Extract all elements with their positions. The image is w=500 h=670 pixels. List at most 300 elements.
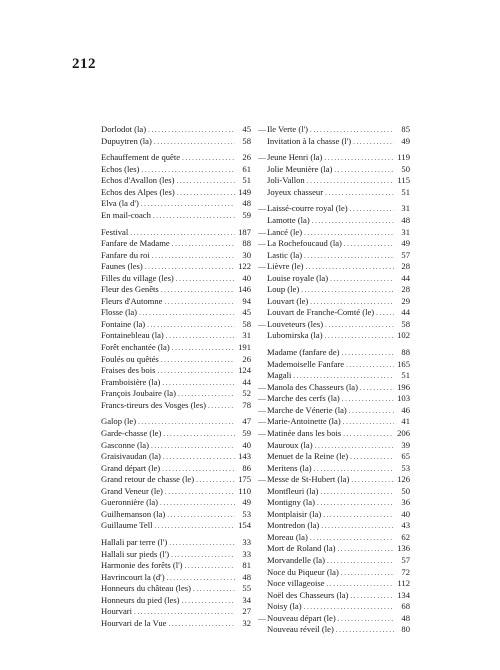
index-entry — [101, 451, 251, 463]
index-entry — [101, 377, 251, 389]
entry-page-number: 143 — [238, 451, 251, 462]
dot-leader — [154, 137, 235, 149]
index-entry — [101, 572, 251, 584]
dot-leader — [325, 320, 394, 332]
entry-page-number: 40 — [401, 508, 410, 519]
entry-page-number: 206 — [397, 427, 410, 438]
index-entry — [101, 388, 251, 400]
dot-leader — [350, 452, 394, 464]
entry-title: Meritens (la) — [267, 462, 312, 473]
entry-title: Laissé-courre royal (le) — [267, 203, 348, 214]
index-entry — [101, 595, 251, 607]
index-entry — [101, 261, 251, 273]
dot-leader — [349, 406, 394, 418]
entry-marker: — — [258, 204, 266, 214]
entry-marker: — — [258, 125, 266, 134]
entry-page-number: 29 — [401, 295, 410, 306]
entry-title: Fleurs d'Automne — [101, 295, 163, 306]
entry-title: Fanfare de Madame — [101, 238, 170, 249]
entry-marker: — — [258, 405, 266, 415]
index-entry — [101, 342, 251, 354]
dot-leader — [334, 165, 394, 177]
index-entry — [258, 520, 410, 532]
index-group — [101, 416, 251, 531]
entry-title: Forêt enchantée (la) — [101, 342, 170, 353]
entry-page-number: 146 — [238, 284, 251, 295]
index-entry — [258, 227, 410, 239]
entry-title: Harmonie des forêts (l') — [101, 560, 183, 571]
index-entry — [101, 164, 251, 176]
entry-page-number: 68 — [401, 601, 410, 612]
index-entry — [101, 440, 251, 452]
entry-page-number: 52 — [242, 388, 251, 399]
entry-title: Montredon (la) — [267, 520, 320, 531]
dot-leader — [168, 619, 235, 631]
entry-marker: — — [258, 613, 266, 623]
entry-title: Grand retour de chasse (le) — [101, 474, 195, 485]
entry-title: Lastic (la) — [267, 249, 303, 260]
index-entry — [258, 405, 410, 417]
entry-title: Nouveau réveil (le) — [267, 624, 334, 635]
entry-marker: — — [258, 239, 266, 249]
index-entry — [258, 203, 410, 215]
dot-leader — [169, 538, 235, 550]
entry-page-number: 40 — [242, 439, 251, 450]
entry-page-number: 41 — [401, 416, 410, 427]
index-entry — [258, 370, 410, 382]
dot-leader — [176, 274, 235, 286]
entry-page-number: 49 — [401, 238, 410, 249]
page-number: 212 — [72, 56, 96, 72]
entry-title: Framboisière (la) — [101, 376, 161, 387]
entry-title: Jeune Henri (la) — [267, 152, 323, 163]
entry-title: Ile Verte (l') — [267, 124, 308, 134]
index-entry — [101, 136, 251, 148]
index-entry — [258, 463, 410, 475]
index-entry — [258, 296, 410, 308]
entry-title: Manola des Chasseurs (la) — [267, 381, 358, 392]
entry-page-number: 88 — [242, 238, 251, 249]
index-group — [101, 124, 251, 147]
dot-leader — [304, 251, 394, 263]
dot-leader — [353, 137, 394, 149]
dot-leader — [196, 475, 235, 487]
entry-title: Echos d'Avallon (les) — [101, 175, 175, 186]
dot-leader — [324, 153, 394, 165]
index-entry — [101, 284, 251, 296]
entry-title: La Rochefoucaud (la) — [267, 238, 342, 249]
entry-page-number: 31 — [401, 203, 410, 214]
entry-marker: — — [258, 227, 266, 237]
entry-page-number: 49 — [242, 497, 251, 508]
index-entry — [101, 187, 251, 199]
entry-page-number: 39 — [401, 439, 410, 450]
dot-leader — [336, 625, 394, 637]
index-entry — [258, 359, 410, 371]
index-entry — [258, 509, 410, 521]
entry-title: Mauroux (la) — [267, 439, 313, 450]
dot-leader — [148, 125, 235, 137]
dot-leader — [165, 487, 235, 499]
entry-title: Mademoiselle Fanfare — [267, 358, 345, 369]
entry-page-number: 65 — [401, 451, 410, 462]
dot-leader — [167, 510, 235, 522]
entry-title: Invitation à la chasse (l') — [267, 135, 352, 146]
dot-leader — [342, 348, 394, 360]
index-entry — [101, 416, 251, 428]
entry-page-number: 45 — [242, 307, 251, 318]
entry-page-number: 51 — [401, 186, 410, 197]
entry-title: Louvart (le) — [267, 295, 309, 306]
entry-page-number: 44 — [242, 376, 251, 387]
index-entry — [258, 238, 410, 250]
index-entry — [101, 175, 251, 187]
dot-leader — [330, 274, 394, 286]
entry-page-number: 33 — [242, 548, 251, 559]
entry-page-number: 165 — [397, 358, 410, 369]
dot-leader — [325, 188, 394, 200]
entry-title: Noce du Piqueur (la) — [267, 566, 339, 577]
entry-page-number: 48 — [242, 198, 251, 209]
entry-title: Honneurs du château (les) — [101, 583, 191, 594]
entry-title: Lubomirska (la) — [267, 330, 323, 341]
entry-page-number: 57 — [401, 249, 410, 260]
entry-title: Morvandelle (la) — [267, 554, 325, 565]
index-entry — [101, 198, 251, 210]
index-entry — [258, 578, 410, 590]
entry-title: Matinée dans les bois — [267, 427, 342, 438]
entry-title: Louveteurs (les) — [267, 318, 324, 329]
index-entry — [101, 210, 251, 222]
index-entry — [101, 238, 251, 250]
entry-page-number: 55 — [242, 583, 251, 594]
entry-title: Lamotte (la) — [267, 215, 310, 226]
index-entry — [258, 497, 410, 509]
entry-title: Hallali sur pieds (l') — [101, 548, 170, 559]
entry-page-number: 53 — [242, 508, 251, 519]
dot-leader — [163, 452, 235, 464]
entry-title: Menuet de la Reine (le) — [267, 451, 349, 462]
entry-page-number: 94 — [242, 295, 251, 306]
entry-title: Madame (fanfare de) — [267, 347, 340, 358]
entry-title: Gueronnière (la) — [101, 497, 159, 508]
entry-page-number: 43 — [401, 520, 410, 531]
index-entry — [101, 330, 251, 342]
index-entry — [258, 382, 410, 394]
entry-title: Fontaine (la) — [101, 318, 146, 329]
dot-leader — [164, 297, 235, 309]
entry-title: Flosse (la) — [101, 307, 138, 318]
entry-title: Montigny (la) — [267, 497, 315, 508]
entry-title: Dupuytren (la) — [101, 135, 152, 146]
index-group — [101, 227, 251, 412]
dot-leader — [161, 285, 235, 297]
entry-page-number: 58 — [242, 318, 251, 329]
index-entry — [101, 549, 251, 561]
index-column-left — [101, 124, 251, 629]
dot-leader — [360, 383, 394, 395]
dot-leader — [350, 204, 394, 216]
entry-page-number: 36 — [401, 497, 410, 508]
entry-title: Montfleuri (la) — [267, 485, 319, 496]
entry-marker: — — [258, 417, 266, 427]
entry-title: Loup (le) — [267, 284, 300, 295]
entry-page-number: 27 — [242, 606, 251, 617]
entry-page-number: 134 — [397, 589, 410, 600]
dot-leader — [155, 521, 235, 533]
index-entry — [258, 601, 410, 613]
entry-title: Marche de Vénerie (la) — [267, 404, 347, 415]
entry-title: Marie-Antoinette (la) — [267, 416, 341, 427]
index-entry — [101, 486, 251, 498]
entry-title: Honneurs du pied (les) — [101, 594, 180, 605]
entry-marker: — — [258, 382, 266, 392]
dot-leader — [166, 331, 235, 343]
index-entry — [101, 152, 251, 164]
index-entry — [101, 606, 251, 618]
entry-title: Noisy (la) — [267, 601, 302, 612]
entry-title: Montplaisir (la) — [267, 508, 322, 519]
dot-leader — [176, 176, 235, 188]
index-entry — [258, 307, 410, 319]
entry-title: Garde-chasse (le) — [101, 427, 162, 438]
entry-page-number: 72 — [401, 566, 410, 577]
index-group — [258, 152, 410, 198]
entry-page-number: 48 — [401, 612, 410, 623]
entry-page-number: 85 — [401, 124, 410, 134]
index-entry — [101, 583, 251, 595]
index-entry — [101, 537, 251, 549]
entry-title: Francs-tireurs des Vosges (les) — [101, 399, 206, 410]
index-entry — [101, 474, 251, 486]
dot-leader — [163, 429, 235, 441]
entry-page-number: 31 — [401, 226, 410, 237]
entry-title: Noël des Chasseurs (la) — [267, 589, 349, 600]
entry-title: Fraises des bois — [101, 365, 156, 376]
entry-page-number: 49 — [401, 135, 410, 146]
dot-leader — [344, 239, 394, 251]
entry-page-number: 32 — [242, 617, 251, 628]
entry-page-number: 122 — [238, 261, 251, 272]
index-entry — [258, 175, 410, 187]
entry-page-number: 48 — [401, 215, 410, 226]
dot-leader — [320, 487, 394, 499]
index-entry — [258, 451, 410, 463]
entry-page-number: 34 — [242, 594, 251, 605]
dot-leader — [351, 475, 394, 487]
dot-leader — [312, 216, 394, 228]
index-entry — [258, 187, 410, 199]
dot-leader — [208, 401, 235, 413]
dot-leader — [157, 366, 235, 378]
index-entry — [258, 624, 410, 636]
index-entry — [258, 136, 410, 148]
index-entry — [258, 215, 410, 227]
entry-title: Echauffement de quête — [101, 152, 181, 163]
entry-title: Grand Veneur (le) — [101, 485, 163, 496]
entry-page-number: 175 — [238, 474, 251, 485]
entry-title: Galop (le) — [101, 416, 137, 427]
entry-title: Guillaume Tell — [101, 520, 153, 531]
entry-page-number: 51 — [242, 175, 251, 186]
index-entry — [101, 319, 251, 331]
index-entry — [258, 124, 410, 136]
entry-title: Gasconne (la) — [101, 439, 149, 450]
entry-marker: — — [258, 262, 266, 272]
entry-page-number: 196 — [397, 381, 410, 392]
entry-page-number: 124 — [238, 365, 251, 376]
index-group — [258, 347, 410, 636]
index-entry — [258, 319, 410, 331]
entry-title: Filles du village (les) — [101, 272, 174, 283]
index-entry — [258, 347, 410, 359]
index-entry — [258, 164, 410, 176]
index-group — [101, 152, 251, 221]
index-entry — [101, 618, 251, 630]
entry-title: Guilhemanson (la) — [101, 508, 166, 519]
index-entry — [258, 555, 410, 567]
index-entry — [101, 497, 251, 509]
dot-leader — [172, 343, 235, 355]
entry-page-number: 58 — [401, 318, 410, 329]
index-entry — [101, 365, 251, 377]
dot-leader — [172, 239, 235, 251]
entry-title: Hallali par terre (l') — [101, 536, 168, 547]
entry-title: Fleur des Genêts — [101, 284, 159, 295]
dot-leader — [338, 544, 395, 556]
dot-leader — [141, 199, 235, 211]
entry-title: François Joubaire (la) — [101, 388, 176, 399]
dot-leader — [153, 211, 235, 223]
dot-leader — [343, 417, 394, 429]
entry-title: En mail-coach — [101, 209, 151, 220]
entry-page-number: 26 — [242, 152, 251, 163]
index-entry — [101, 124, 251, 136]
index-entry — [101, 509, 251, 521]
index-group — [258, 124, 410, 147]
index-entry — [101, 400, 251, 412]
entry-page-number: 26 — [242, 353, 251, 364]
index-entry — [101, 428, 251, 440]
entry-title: Grand départ (le) — [101, 462, 161, 473]
index-entry — [258, 393, 410, 405]
entry-page-number: 86 — [242, 462, 251, 473]
dot-leader — [376, 308, 394, 320]
index-group — [258, 203, 410, 342]
entry-page-number: 45 — [242, 124, 251, 134]
entry-page-number: 119 — [397, 152, 410, 163]
dot-leader — [182, 596, 235, 608]
index-entry — [258, 590, 410, 602]
entry-title: Fontainebleau (la) — [101, 330, 164, 341]
entry-marker: — — [258, 428, 266, 438]
entry-title: Foulés ou quêtés — [101, 353, 159, 364]
entry-title: Festival — [101, 226, 129, 237]
entry-page-number: 50 — [401, 163, 410, 174]
dot-leader — [343, 429, 394, 441]
entry-page-number: 53 — [401, 462, 410, 473]
entry-marker: — — [258, 153, 266, 163]
entry-page-number: 46 — [401, 404, 410, 415]
entry-page-number: 103 — [397, 393, 410, 404]
entry-page-number: 112 — [397, 578, 410, 589]
index-entry — [101, 296, 251, 308]
index-entry — [258, 613, 410, 625]
entry-page-number: 78 — [242, 399, 251, 410]
entry-page-number: 47 — [242, 416, 251, 427]
entry-page-number: 136 — [397, 543, 410, 554]
entry-page-number: 59 — [242, 209, 251, 220]
entry-page-number: 50 — [401, 485, 410, 496]
entry-page-number: 40 — [242, 272, 251, 283]
entry-page-number: 187 — [238, 226, 251, 237]
index-entry — [258, 152, 410, 164]
dot-leader — [151, 441, 235, 453]
entry-page-number: 88 — [401, 347, 410, 358]
index-entry — [258, 273, 410, 285]
dot-leader — [350, 591, 394, 603]
entry-page-number: 102 — [397, 330, 410, 341]
dot-leader — [177, 188, 235, 200]
index-entry — [258, 261, 410, 273]
index-entry — [101, 463, 251, 475]
entry-page-number: 48 — [242, 571, 251, 582]
entry-page-number: 110 — [238, 485, 251, 496]
entry-title: Messe de St-Hubert (la) — [267, 474, 350, 485]
dot-leader — [182, 153, 235, 165]
dot-leader — [346, 360, 394, 372]
index-entry — [101, 227, 251, 239]
dot-leader — [161, 355, 235, 367]
entry-marker: — — [258, 319, 266, 329]
entry-page-number: 33 — [242, 536, 251, 547]
dot-leader — [160, 498, 235, 510]
entry-page-number: 57 — [401, 554, 410, 565]
entry-page-number: 61 — [242, 163, 251, 174]
index-entry — [101, 560, 251, 572]
entry-page-number: 44 — [401, 307, 410, 318]
entry-page-number: 191 — [238, 342, 251, 353]
entry-page-number: 81 — [242, 560, 251, 571]
entry-marker: — — [258, 475, 266, 485]
entry-page-number: 154 — [238, 520, 251, 531]
index-entry — [101, 250, 251, 262]
entry-title: Lièvre (le) — [267, 261, 304, 272]
index-entry — [258, 567, 410, 579]
dot-leader — [341, 568, 394, 580]
index-entry — [258, 440, 410, 452]
dot-leader — [185, 561, 236, 573]
entry-page-number: 31 — [242, 330, 251, 341]
entry-page-number: 28 — [401, 284, 410, 295]
entry-marker: — — [258, 394, 266, 404]
index-entry — [258, 474, 410, 486]
entry-title: Jolie Meunière (la) — [267, 163, 333, 174]
index-entry — [258, 428, 410, 440]
index-group — [101, 537, 251, 629]
entry-title: Mort de Roland (la) — [267, 543, 336, 554]
index-entry — [258, 486, 410, 498]
entry-page-number: 58 — [242, 135, 251, 146]
entry-title: Louvart de Franche-Comté (le) — [267, 307, 375, 318]
dot-leader — [321, 521, 394, 533]
entry-page-number: 80 — [401, 624, 410, 635]
entry-page-number: 126 — [397, 474, 410, 485]
index-column-right — [258, 124, 410, 636]
entry-page-number: 30 — [242, 249, 251, 260]
entry-page-number: 59 — [242, 427, 251, 438]
entry-title: Moreau (la) — [267, 531, 308, 542]
